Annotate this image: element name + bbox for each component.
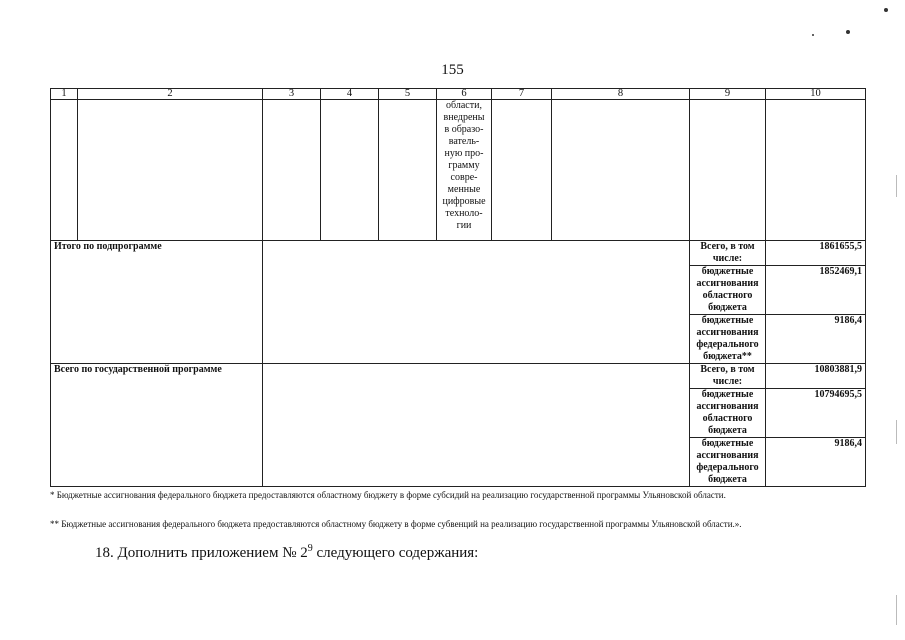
funding-source-cell: бюджетные ассигнования федерального бюджета [690, 438, 766, 487]
footnote-subventions: ** Бюджетные ассигнования федерального бюджета предоставляются областному бюджету в форме субвенций на реализацию государственной программы Ульяновской области.». [50, 519, 742, 529]
continuation-row [51, 100, 866, 241]
amendment-paragraph: 18. Дополнить приложением № $2^9$ следующего содержания: [95, 543, 479, 561]
funding-source-cell: Всего, в том числе: [690, 241, 766, 266]
subprogram-total-row-1 [51, 241, 866, 266]
col-header-8: 8 [552, 89, 690, 100]
scan-edge-mark [896, 420, 897, 444]
scan-speck [812, 34, 814, 36]
amount-cell: 9186,4 [766, 315, 866, 364]
superscript: 9 [307, 543, 313, 554]
amount-cell: 9186,4 [766, 438, 866, 487]
amount-cell: 1861655,5 [766, 241, 866, 266]
col-header-1: 1 [51, 89, 78, 100]
col-header-9: 9 [690, 89, 766, 100]
column-header-row [51, 89, 866, 100]
col-header-10: 10 [766, 89, 866, 100]
continuation-cell-col6: области, внедрены в образо- ватель- ную про- грамму совре- менные цифровые техноло- гии [437, 100, 492, 241]
col-header-2: 2 [78, 89, 263, 100]
scan-edge-mark [896, 595, 897, 625]
subprogram-total-label: Итого по подпрограмме [51, 241, 263, 364]
page-number: 155 [441, 62, 464, 78]
amount-cell: 10794695,5 [766, 389, 866, 438]
funding-source-cell: Всего, в том числе: [690, 364, 766, 389]
funding-source-cell: бюджетные ассигнования областного бюджета [690, 266, 766, 315]
scan-speck [846, 30, 850, 34]
scan-speck [884, 8, 888, 12]
amount-cell: 10803881,9 [766, 364, 866, 389]
scan-edge-mark [896, 175, 897, 197]
amount-cell: 1852469,1 [766, 266, 866, 315]
col-header-4: 4 [321, 89, 379, 100]
program-total-label: Всего по государственной программе [51, 364, 263, 487]
col-header-7: 7 [492, 89, 552, 100]
budget-table [50, 88, 866, 487]
col-header-5: 5 [379, 89, 437, 100]
col-header-6: 6 [437, 89, 492, 100]
funding-source-cell: бюджетные ассигнования федерального бюджета** [690, 315, 766, 364]
funding-source-cell: бюджетные ассигнования областного бюджета [690, 389, 766, 438]
program-total-row-1 [51, 364, 866, 389]
col-header-3: 3 [263, 89, 321, 100]
footnote-subsidies: * Бюджетные ассигнования федерального бюджета предоставляются областному бюджету в форме субсидий на реализацию государственной программы Ульяновской области. [50, 490, 726, 500]
